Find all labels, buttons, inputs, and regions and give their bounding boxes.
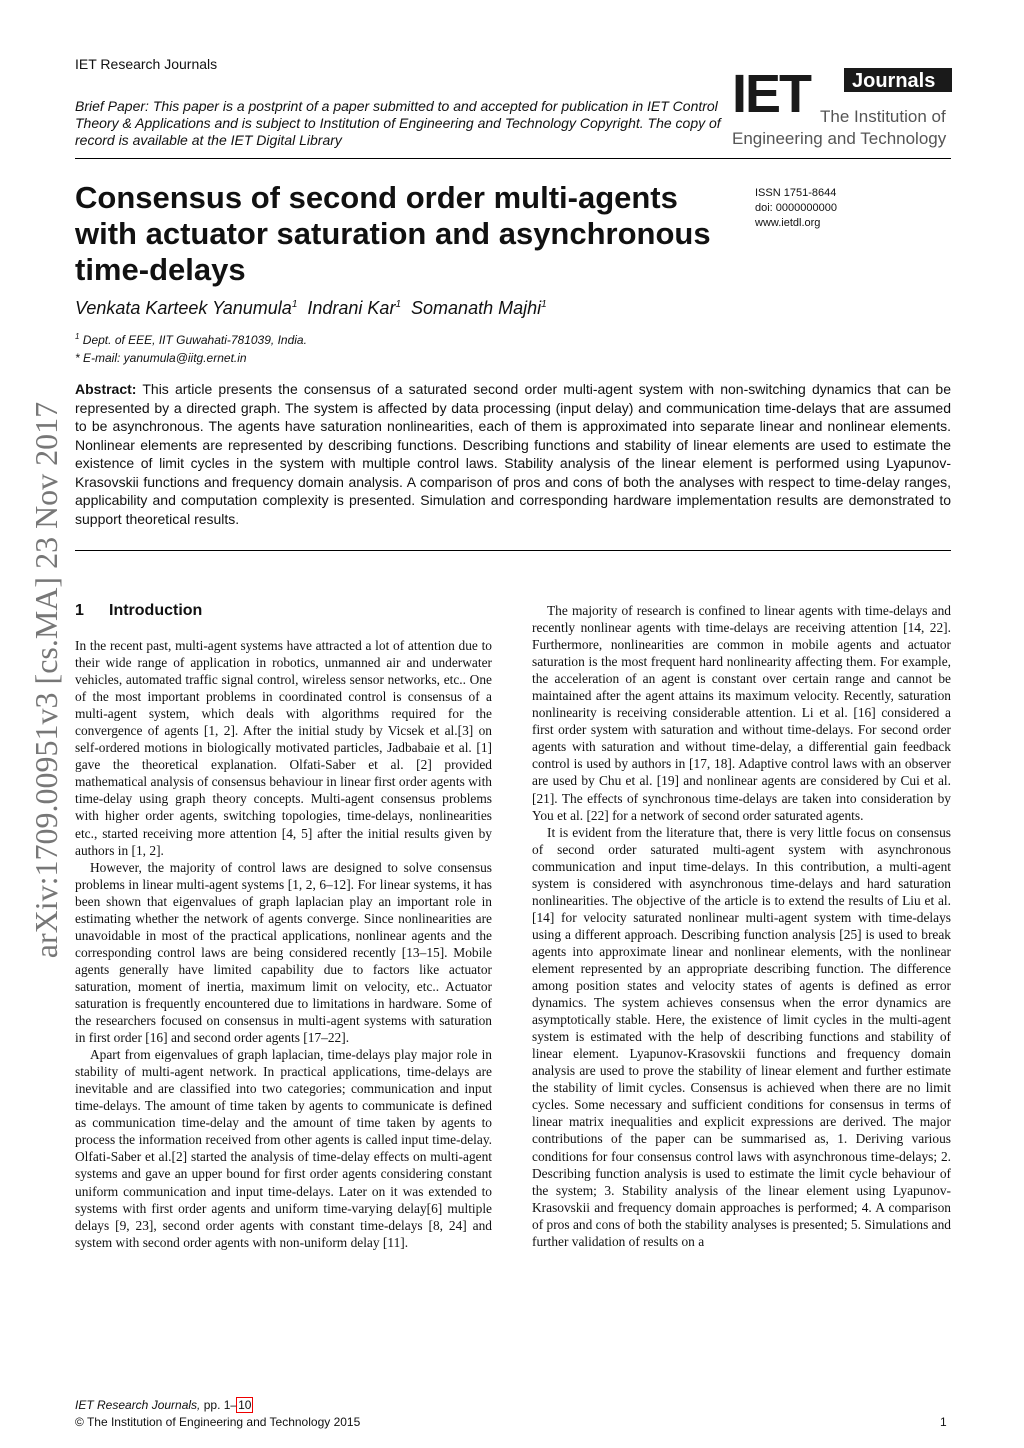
- postprint-note: Brief Paper: This paper is a postprint of a paper submitted to and accepted for publication in IET Control Theory & Applications and is subject to Institution of Engineering and Technology Copyright. The copy of record is available at the IET Digital Library: [75, 98, 721, 148]
- arxiv-stamp: arXiv:1709.00951v3 [cs.MA] 23 Nov 2017: [28, 401, 64, 959]
- page-number: 1: [940, 1415, 947, 1429]
- author-list: [75, 298, 547, 319]
- paper-title: Consensus of second order multi-agents with actuator saturation and asynchronous time-delays: [75, 180, 711, 287]
- author-name: Somanath Majhi: [411, 298, 542, 318]
- logo-mark-text: IET: [732, 66, 811, 124]
- footer-journal: [75, 1398, 252, 1412]
- footer-journal-name: IET Research Journals,: [75, 1398, 201, 1412]
- author-affil-mark: 1: [395, 299, 402, 310]
- paragraph: Apart from eigenvalues of graph laplacian, time-delays play major role in stability of multi-agent network. In practical applications, time-delays are inevitable and are classified into two categories; communication and input time-delays. The amount of time taken by agents to communicate is defined as communication time-delay and the amount of time taken by agents to process the information received from other agents is called input time-delay. Olfati-Saber et al.[2] started the analysis of time-delay effects on multi-agent systems and gave an upper bound for first order agents considering constant uniform communication and input time-delays. Later on it was extended to systems with first order agents and uniform time-varying delay[6] multiple delays [9, 23], second order agents with constant time-delays [8, 24] and system with second order agents with non-uniform delay [11].: [75, 1047, 492, 1250]
- abstract-rule: [75, 550, 951, 551]
- paragraph: The majority of research is confined to linear agents with time-delays and recently nonlinear agents with time-delays are receiving attention [14, 22]. Furthermore, nonlinearities are common in mobile agents and actuator saturation is the most frequent hard nonlinearity affecting them. For example, the acceleration of an agent is constant over certain range and cannot be maintained after the agent attains its maximum velocity. Recently, saturation nonlinearity is receiving considerable attention. Li et al. [16] considered a first order system with saturation and without time-delays. For second order agents with saturation and without time-delay, a differential gain feedback control is used by authors in [17, 18]. Adaptive control laws with an observer are used by Chu et al. [19] and nonlinear agents are considered by Cui et al. [21]. The effects of synchronous time-delays are taken into consideration by You et al. [22] for a network of second order saturated agents.: [532, 603, 951, 823]
- section-title: Introduction: [109, 602, 203, 619]
- author-affil-mark: 1: [291, 299, 298, 310]
- header-rule: [75, 158, 951, 159]
- paragraph: In the recent past, multi-agent systems have attracted a lot of attention due to their wide range of application in robotics, unmanned air and underwater vehicles, automated traffic signal control, wireless sensor networks, etc.. One of the most important problems in coordinated control is consensus of a multi-agent system, which deals with algorithms required for the convergence of agents [1, 2]. After the initial study by Vicsek et al.[3] on self-ordered motions in biologically motivated particles, Jadbabaie et al. [1] gave the theoretical explanation. Olfati-Saber et al. [2] provided mathematical analysis of consensus behaviour in linear first order agents with time-delay using graph theory concepts. Multi-agent consensus problems with higher order agents, switching topologies, time-delays, nonlinearities etc., started receiving more attention [4, 5] after the initial results given by authors in [1, 2].: [75, 638, 492, 858]
- abstract: [75, 380, 951, 528]
- logo-line-1: The Institution of: [820, 107, 946, 126]
- abstract-label: Abstract:: [75, 381, 137, 397]
- author-affil-mark: 1: [541, 299, 547, 310]
- section-heading: [75, 602, 202, 620]
- iet-logo-mark: [732, 66, 952, 150]
- iet-journals-logo: [732, 66, 952, 150]
- doi: doi: 0000000000: [755, 202, 837, 214]
- logo-line-2: Engineering and Technology: [732, 129, 947, 148]
- author-name: Indrani Kar: [307, 298, 396, 318]
- affiliation: [75, 328, 307, 367]
- paragraph: However, the majority of control laws are designed to solve consensus problems in linear multi-agent systems [1, 2, 6–12]. For linear systems, it has been shown that eigenvalues of graph laplacian play an important role in estimating whether the network of agents converge. Since nonlinearities are unavoidable in most of the practical applications, nonlinear agents and the corresponding control laws are being considered recently [13–15]. Mobile agents generally have limited capability due to factors like actuator saturation, moment of inertia, maximum limit on velocity, etc.. Actuator saturation is frequently encountered due to limitations in hardware. Some of the researchers focused on consensus in multi-agent systems with saturation in first order [16] and second order agents [17–22].: [75, 859, 492, 1046]
- abstract-text: This article presents the consensus of a saturated second order multi-agent system with non-switching dynamics that can be represented by a directed graph. The system is affected by data processing (input delay) and communication time-delays that are assumed to be asynchronous. The agents have saturation nonlinearities, each of them is approximated into separate linear and nonlinear elements. Nonlinear elements are represented by describing functions. Describing functions and stability of linear elements are used to estimate the existence of limit cycles in the system with multiple control laws. Stability analysis of the linear element is performed using Lyapunov-Krasovskii functions and frequency domain analysis. A comparison of pros and cons of both the analyses with respect to time-delay ranges, applicability and computation complexity is presented. Simulation and corresponding hardware implementation results are demonstrated to support theoretical results.: [75, 381, 951, 527]
- issn: ISSN 1751-8644: [755, 187, 837, 199]
- body-column-right: [532, 602, 951, 1250]
- footer-copyright: © The Institution of Engineering and Technology 2015: [75, 1415, 361, 1429]
- journals-badge-label: Journals: [852, 70, 936, 92]
- contact-email: * E-mail: yanumula@iitg.ernet.in: [75, 351, 247, 365]
- affil-mark: 1: [75, 332, 80, 341]
- section-number: 1: [75, 602, 84, 619]
- author-name: Venkata Karteek Yanumula: [75, 298, 292, 318]
- paper-meta: [755, 186, 837, 231]
- website-link[interactable]: www.ietdl.org: [755, 217, 821, 229]
- department: Dept. of EEE, IIT Guwahati-781039, India.: [82, 333, 307, 347]
- paragraph: It is evident from the literature that, there is very little focus on consensus of second order saturated multi-agent system with asynchronous communication and input time-delays. In this contribution, a multi-agent system is considered with asynchronous time-delays and hard saturation nonlinearities. The objective of the article is to extend the results of Liu et al. [14] for velocity saturated nonlinear multi-agent system with time-delays using a different approach. Describing function analysis [25] is used to break agents into approximate linear and nonlinear elements, with the nonlinear element represented by an appropriate describing function. The difference among position states and velocity states of agents is defined as error dynamics. The system achieves consensus when the error dynamics are asymptotically stable. Here, the existence of limit cycles in the multi-agent system is estimated with the help of describing functions and stability of linear element. Lyapunov-Krasovskii functions and frequency domain analysis are used to prove the stability of linear element and further estimate the stability of limit cycles. Consensus is achieved when there are no limit cycles. Some necessary and sufficient conditions for consensus in terms of linear matrix inequalities and explicit expressions are derived. The major contributions of the paper can be summarised as, 1. Deriving various conditions for four consensus control laws with asynchronous time-delays; 2. Describing function analysis is used to estimate the limit cycle behaviour of the system; 3. Stability analysis of the linear element using Lyapunov-Krasovskii and frequency domain approaches is performed; 4. A comparison of pros and cons of both the stability analyses is presented; 5. Simulations and further validation of results on a: [532, 824, 951, 1249]
- journal-name: IET Research Journals: [75, 56, 218, 72]
- footer-pages: pp. 1–: [200, 1398, 238, 1412]
- body-column-left: [75, 637, 492, 1251]
- last-page-link[interactable]: 10: [238, 1398, 252, 1412]
